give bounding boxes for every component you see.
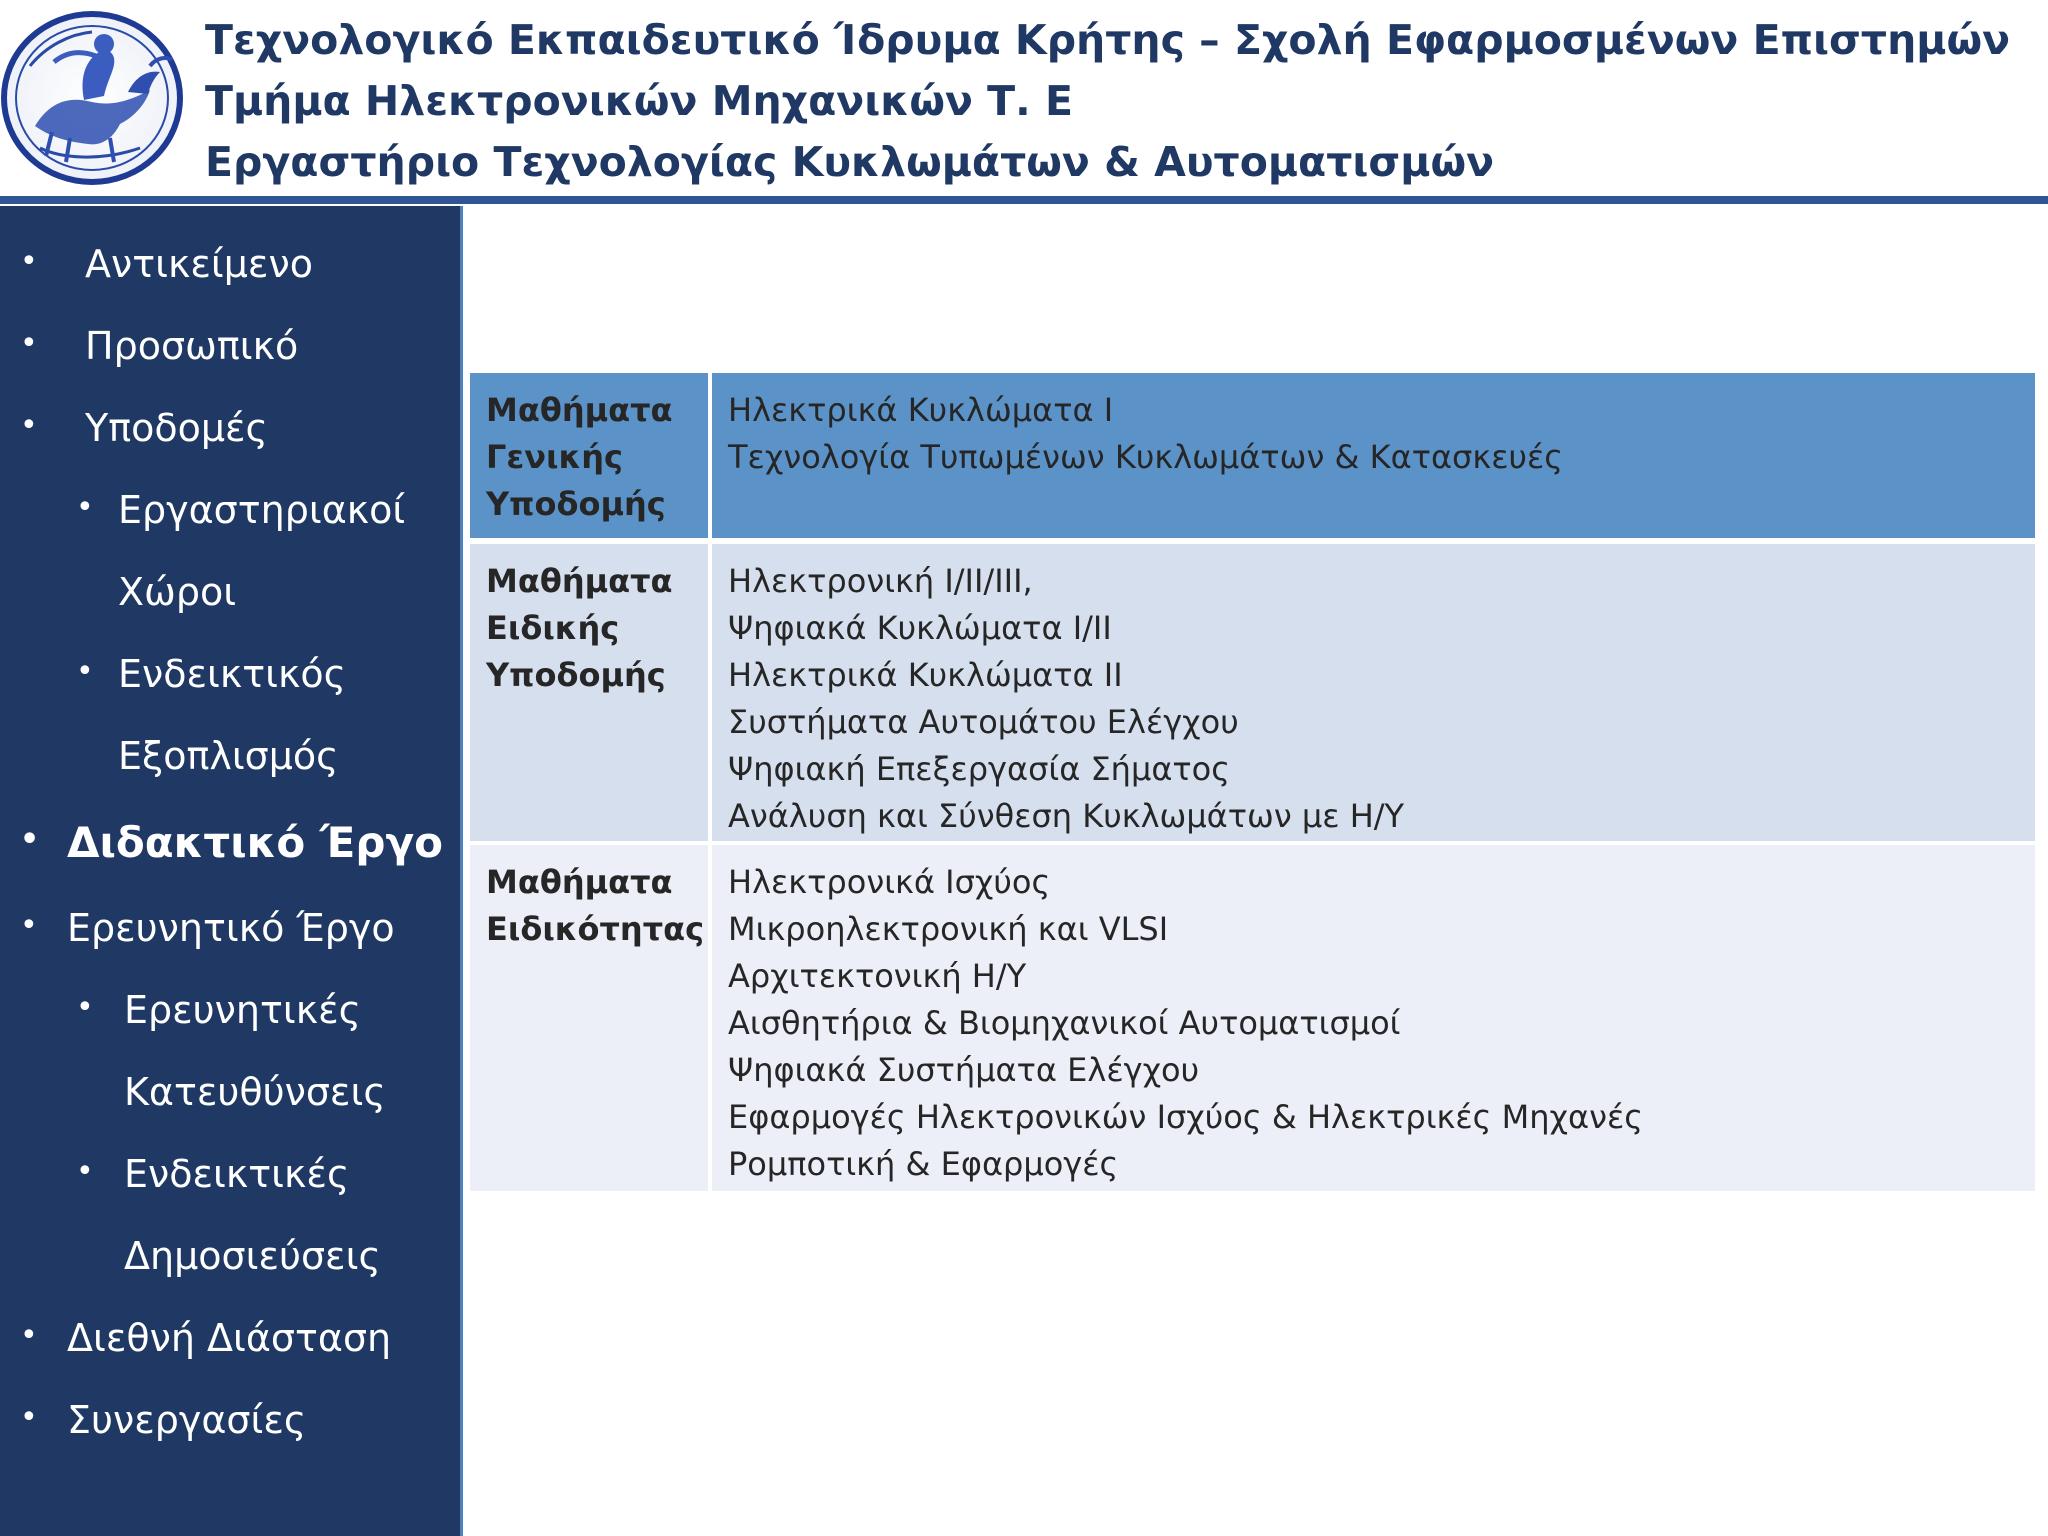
course-item: Ψηφιακά Κυκλώματα I/II (728, 609, 1112, 647)
header-title-block (205, 10, 2010, 193)
sidebar-item-label: Υποδομές (85, 406, 268, 450)
course-item: Ηλεκτρονικά Ισχύος (728, 863, 1051, 901)
sidebar-item-label: Εξοπλισμός (118, 734, 339, 778)
course-item: Ψηφιακή Επεξεργασία Σήματος (728, 750, 1231, 788)
course-category (470, 843, 710, 1191)
course-list (710, 373, 2035, 541)
table-row (470, 843, 2035, 1191)
course-category (470, 373, 710, 541)
sidebar-item-label: Χώροι (118, 570, 237, 614)
course-item: Αρχιτεκτονική Η/Υ (728, 957, 1027, 995)
course-item: Ρομποτική & Εφαρμογές (728, 1145, 1119, 1183)
sidebar-nav (0, 206, 463, 1536)
sidebar-item-label: Προσωπικό (85, 324, 299, 368)
course-category (470, 541, 710, 843)
course-item: Μικροηλεκτρονική και VLSI (728, 910, 1169, 948)
course-item: Ανάλυση και Σύνθεση Κυκλωμάτων με Η/Υ (728, 797, 1405, 835)
course-item: Ηλεκτρονική I/II/III, (728, 562, 1033, 600)
course-item: Ηλεκτρικά Κυκλώματα Ι (728, 391, 1114, 429)
category-line: Γενικής (486, 438, 623, 476)
institution-name: Τεχνολογικό Εκπαιδευτικό Ίδρυμα Κρήτης – Σχολή Εφαρμοσμένων Επιστημών (205, 16, 2011, 64)
courses-table (470, 373, 2035, 1191)
sidebar-item-label: Εργαστηριακοί (118, 488, 406, 532)
sidebar-item-label: Ερευνητικές (124, 988, 361, 1032)
sidebar-item-label: Συνεργασίες (67, 1398, 307, 1442)
course-item: Τεχνολογία Τυπωμένων Κυκλωμάτων & Κατασκευές (728, 438, 1564, 476)
bullet-icon: • (20, 1318, 38, 1353)
table-row (470, 541, 2035, 843)
sidebar-item-label: Ενδεικτικός (118, 652, 346, 696)
laboratory-name: Εργαστήριο Τεχνολογίας Κυκλωμάτων & Αυτοματισμών (205, 138, 1495, 186)
category-line: Μαθήματα (486, 863, 673, 901)
sidebar-item-label: Ερευνητικό Έργο (67, 906, 395, 950)
institution-seal-logo (0, 6, 190, 186)
category-line: Υποδομής (486, 485, 666, 523)
bullet-icon: • (20, 244, 38, 279)
course-item: Ψηφιακά Συστήματα Ελέγχου (728, 1051, 1200, 1089)
bullet-icon: • (20, 1400, 38, 1435)
sidebar-item-label: Δημοσιεύσεις (124, 1234, 381, 1278)
category-line: Ειδικής (486, 609, 620, 647)
category-line: Μαθήματα (486, 562, 673, 600)
course-item: Ηλεκτρικά Κυκλώματα ΙΙ (728, 656, 1123, 694)
bullet-icon: • (76, 490, 94, 525)
bullet-icon: • (76, 1154, 94, 1189)
header (0, 0, 2048, 196)
course-item: Εφαρμογές Ηλεκτρονικών Ισχύος & Ηλεκτρικές Μηχανές (728, 1098, 1644, 1136)
sidebar-item-label: Ενδεικτικές (124, 1152, 350, 1196)
course-item: Συστήματα Αυτομάτου Ελέγχου (728, 703, 1239, 741)
course-item: Αισθητήρια & Βιομηχανικοί Αυτοματισμοί (728, 1004, 1401, 1042)
sidebar-item-label: Διδακτικό Έργο (67, 818, 443, 867)
bullet-icon: • (76, 990, 94, 1025)
sidebar-item-label: Αντικείμενο (85, 242, 313, 286)
bullet-icon: • (20, 908, 38, 943)
course-list (710, 541, 2035, 843)
bullet-icon: • (20, 326, 38, 361)
sidebar-item-label: Διεθνή Διάσταση (67, 1316, 392, 1360)
course-list (710, 843, 2035, 1191)
header-divider (0, 196, 2048, 204)
category-line: Υποδομής (486, 656, 666, 694)
sidebar-item-label: Κατευθύνσεις (124, 1070, 386, 1114)
department-name: Τμήμα Ηλεκτρονικών Μηχανικών Τ. Ε (205, 77, 1073, 125)
category-line: Μαθήματα (486, 391, 673, 429)
category-line: Ειδικότητας (486, 910, 705, 948)
bullet-icon: • (76, 654, 94, 689)
bullet-icon: • (20, 408, 38, 443)
bullet-icon: • (20, 822, 40, 857)
table-row (470, 373, 2035, 541)
